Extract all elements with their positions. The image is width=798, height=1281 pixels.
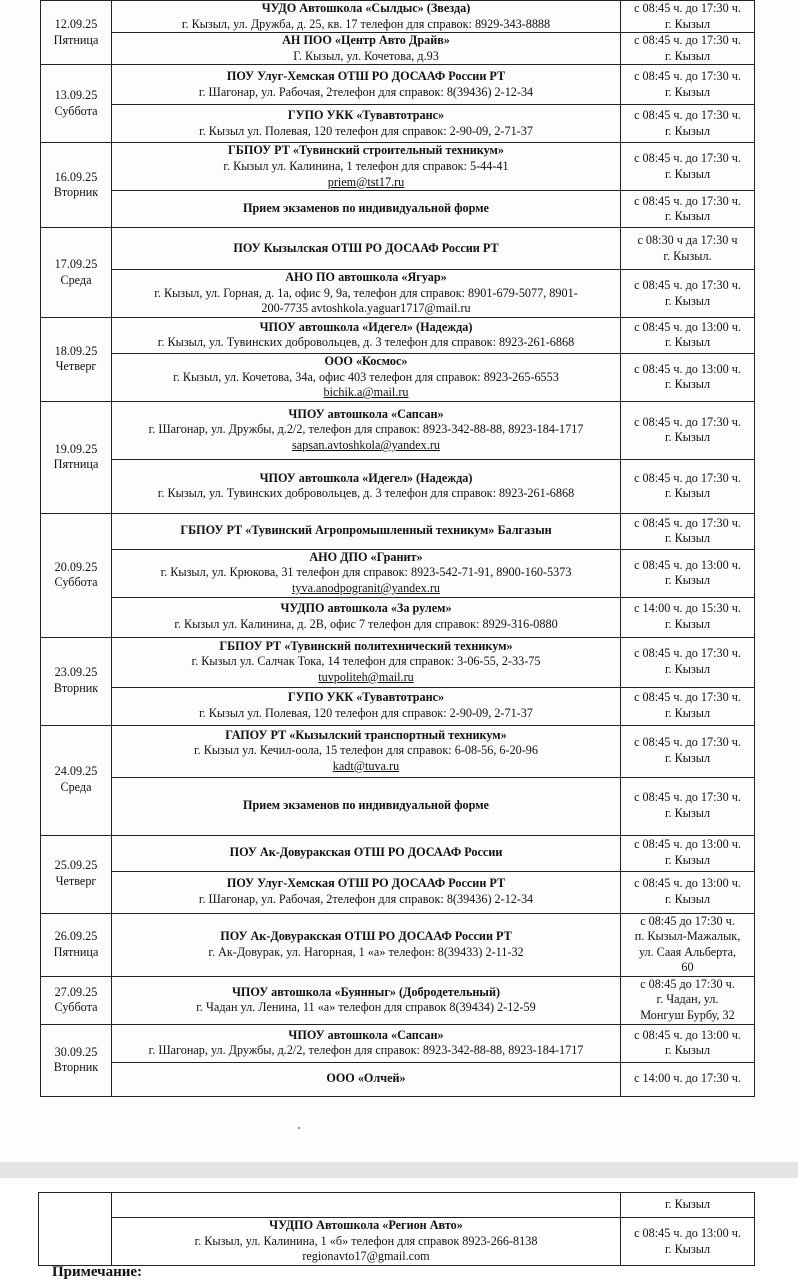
time-cell (621, 913, 755, 976)
weekday-text: Суббота (54, 1000, 98, 1015)
org-address: г. Шагонар, ул. Рабочая, 2телефон для справок: 8(39436) 2-12-34 (198, 84, 534, 99)
time-location: г. Кызыл (664, 806, 711, 820)
time-location: г. Кызыл (664, 892, 711, 906)
date-text: 23.09.25 (54, 665, 98, 680)
time-location: г. Кызыл. (663, 248, 712, 263)
date-text: 17.09.25 (54, 256, 98, 271)
org-cell (112, 1193, 621, 1218)
time-location: г. Кызыл (664, 123, 711, 138)
time-hours: с 08:45 ч. до 17:30 ч. (634, 735, 741, 750)
time-location: ул. Саая Альберта, (638, 944, 737, 959)
time-cell (621, 1218, 755, 1266)
time-location: г. Кызыл (664, 293, 711, 308)
time-location: г. Кызыл (664, 751, 711, 765)
table-row (41, 317, 755, 353)
time-location: г. Кызыл (664, 430, 711, 445)
org-address: г. Кызыл, ул. Дружба, д. 25, кв. 17 телефон для справок: 8929-343-8888 (181, 16, 551, 31)
weekday-text: Четверг (55, 359, 97, 374)
org-name: ЧПОУ автошкола «Идегел» (Надежда) (259, 319, 473, 334)
org-address: г. Кызыл, ул. Тувинских добровольцев, д. 3 телефон для справок: 8923-261-6868 (157, 335, 575, 350)
date-cell (41, 976, 112, 1024)
org-cell (112, 105, 621, 143)
time-location: г. Кызыл (664, 617, 711, 631)
time-cell (621, 191, 755, 228)
org-cell (112, 65, 621, 105)
time-cell (621, 687, 755, 725)
time-hours: с 08:45 ч. до 17:30 ч. (634, 277, 741, 292)
org-cell (112, 835, 621, 871)
time-hours: с 08:45 ч. до 17:30 ч. (634, 790, 741, 805)
org-email: kadt@tuva.ru (332, 758, 400, 773)
table-row (41, 459, 755, 513)
time-location: 60 (681, 960, 694, 975)
time-location: г. Чадан, ул. (656, 992, 719, 1007)
table-row (41, 976, 755, 1024)
time-location: г. Кызыл (664, 706, 711, 720)
org-address: г. Чадан ул. Ленина, 11 «а» телефон для справок 8(39434) 2-12-59 (196, 1000, 536, 1015)
date-cell (41, 65, 112, 143)
time-location: г. Кызыл (664, 166, 711, 181)
table-row (41, 871, 755, 913)
table-row (41, 687, 755, 725)
time-location: г. Кызыл (664, 335, 711, 350)
org-name: АН ПОО «Центр Авто Драйв» (282, 33, 450, 48)
org-cell (112, 228, 621, 270)
date-text: 19.09.25 (54, 441, 98, 456)
time-hours: с 08:45 ч. до 17:30 ч. (634, 193, 741, 208)
org-name: АНО ДПО «Гранит» (309, 549, 423, 564)
weekday-text: Вторник (53, 185, 99, 200)
time-location: г. Кызыл (664, 531, 711, 546)
org-cell (112, 725, 621, 777)
date-cell (41, 513, 112, 637)
time-cell (621, 871, 755, 913)
weekday-text: Среда (60, 272, 92, 287)
org-email: sapsan.avtoshkola@yandex.ru (292, 438, 440, 453)
time-location: г. Кызыл (664, 1241, 711, 1256)
org-cell (112, 597, 621, 637)
org-address: г. Кызыл, ул. Тувинских добровольцев, д. 3 телефон для справок: 8923-261-6868 (157, 486, 575, 501)
org-address: г. Кызыл, ул. Крюкова, 31 телефон для справок: 8923-542-71-91, 8900-160-5373 (160, 565, 572, 580)
org-cell (112, 1, 621, 33)
time-hours: с 08:45 ч. до 13:00 ч. (634, 876, 741, 891)
org-address: г. Кызыл, ул. Калинина, 1 «б» телефон для справок 8923-266-8138 (194, 1233, 538, 1248)
org-email: regionavto17@gmail.com (302, 1249, 430, 1264)
org-address: Г. Кызыл, ул. Кочетова, д.93 (293, 48, 439, 63)
page-separator (0, 1162, 798, 1178)
table-row (41, 637, 755, 687)
time-hours: с 08:45 до 17:30 ч. (640, 913, 735, 928)
time-location: г. Кызыл (664, 209, 711, 224)
table-row (41, 1024, 755, 1062)
weekday-text: Суббота (54, 575, 98, 590)
date-cell (41, 637, 112, 725)
org-name: ГБПОУ РТ «Тувинский Агропромышленный техникум» Балгазын (180, 523, 552, 538)
weekday-text: Вторник (53, 1060, 99, 1075)
org-cell (112, 317, 621, 353)
date-text: 30.09.25 (54, 1044, 98, 1059)
time-cell (621, 65, 755, 105)
org-cell (112, 353, 621, 401)
time-cell (621, 105, 755, 143)
org-cell (112, 33, 621, 65)
org-cell (112, 549, 621, 597)
date-cell (39, 1193, 112, 1266)
org-address: г. Шагонар, ул. Рабочая, 2телефон для справок: 8(39436) 2-12-34 (198, 892, 534, 906)
table-row (41, 513, 755, 549)
time-hours: с 08:45 ч. до 17:30 ч. (634, 151, 741, 166)
org-name: ГБПОУ РТ «Тувинский политехнический техникум» (219, 638, 513, 653)
time-location: г. Кызыл (664, 1043, 711, 1058)
time-hours: с 08:45 ч. до 13:00 ч. (634, 557, 741, 572)
org-name: ГАПОУ РТ «Кызылский транспортный техникум» (225, 727, 507, 742)
org-cell (112, 1024, 621, 1062)
org-name: ГБПОУ РТ «Тувинский строительный техникум» (228, 143, 504, 158)
org-name: ООО «Космос» (324, 353, 408, 368)
date-text: 24.09.25 (54, 764, 98, 779)
time-hours: с 08:45 ч. до 17:30 ч. (634, 470, 741, 485)
time-cell (621, 143, 755, 191)
time-hours: с 08:45 ч. до 17:30 ч. (634, 108, 741, 123)
time-cell (621, 549, 755, 597)
time-cell (621, 33, 755, 65)
time-hours: с 08:45 ч. до 17:30 ч. (634, 414, 741, 429)
org-cell (112, 513, 621, 549)
org-cell (112, 1218, 621, 1266)
time-cell (621, 725, 755, 777)
org-address: г. Кызыл ул. Полевая, 120 телефон для справок: 2-90-09, 2-71-37 (199, 706, 533, 720)
org-name: ЧПОУ автошкола «Буянныг» (Добродетельный) (231, 984, 501, 999)
org-name: Прием экзаменов по индивидуальной форме (243, 798, 489, 813)
time-location: г. Кызыл (664, 573, 711, 588)
table-row (41, 270, 755, 318)
org-address: г. Кызыл ул. Калинина, д. 2В, офис 7 телефон для справок: 8929-316-0880 (174, 617, 558, 631)
date-cell (41, 835, 112, 913)
table-row (41, 777, 755, 835)
org-email: tyva.anodpogranit@yandex.ru (292, 580, 440, 595)
table-row (41, 65, 755, 105)
table-row (41, 228, 755, 270)
table-row (39, 1193, 755, 1218)
org-cell (112, 637, 621, 687)
table-row (41, 597, 755, 637)
org-email: bichik.a@mail.ru (323, 385, 409, 400)
org-cell (112, 777, 621, 835)
time-hours: с 08:45 ч. до 13:00 ч. (634, 319, 741, 334)
org-name: ЧПОУ автошкола «Сапсан» (288, 1027, 444, 1042)
time-cell (621, 317, 755, 353)
org-address: 200-7735 avtoshkola.yaguar1717@mail.ru (261, 301, 471, 316)
time-hours: с 08:45 ч. до 17:30 ч. (634, 690, 741, 705)
org-address: г. Шагонар, ул. Дружбы, д.2/2, телефон для справок: 8923-342-88-88, 8923-184-1717 (148, 1043, 584, 1058)
time-cell (621, 459, 755, 513)
time-cell (621, 270, 755, 318)
org-cell (112, 401, 621, 459)
time-cell (621, 1062, 755, 1096)
time-hours: с 08:45 ч. до 17:30 ч. (634, 1, 741, 15)
org-address: г. Шагонар, ул. Дружбы, д.2/2, телефон для справок: 8923-342-88-88, 8923-184-1717 (148, 422, 584, 437)
time-hours: с 08:45 до 17:30 ч. (640, 976, 735, 991)
time-hours: с 08:45 ч. до 13:00 ч. (634, 361, 741, 376)
org-name: ЧПОУ автошкола «Идегел» (Надежда) (259, 470, 473, 485)
org-name: ЧПОУ автошкола «Сапсан» (288, 406, 444, 421)
date-cell (41, 143, 112, 228)
time-hours: с 08:45 ч. до 17:30 ч. (634, 646, 741, 661)
org-name: АНО ПО автошкола «Ягуар» (285, 270, 447, 285)
table-row (41, 1, 755, 33)
time-location: г. Кызыл (664, 377, 711, 392)
exam-schedule-table (40, 0, 755, 1097)
time-hours: с 08:45 ч. до 13:00 ч. (634, 1027, 741, 1042)
time-cell (621, 976, 755, 1024)
table-row (41, 353, 755, 401)
time-cell (621, 513, 755, 549)
time-hours: с 08:45 ч. до 17:30 ч. (634, 69, 741, 84)
date-text: 13.09.25 (54, 88, 98, 103)
weekday-text: Пятница (53, 457, 99, 472)
time-location: г. Кызыл (664, 853, 711, 867)
org-email: priem@tst17.ru (327, 174, 405, 189)
date-text: 25.09.25 (54, 858, 98, 873)
time-cell (621, 597, 755, 637)
time-cell (621, 1, 755, 33)
org-name: ПОУ Улуг-Хемская ОТШ РО ДОСААФ России РТ (226, 69, 506, 84)
date-cell (41, 317, 112, 401)
org-address: г. Кызыл ул. Салчак Тока, 14 телефон для справок: 3-06-55, 2-33-75 (191, 654, 541, 669)
table-row (39, 1218, 755, 1266)
org-name: ПОУ Ак-Довуракская ОТШ РО ДОСААФ России (229, 845, 503, 860)
weekday-text: Среда (60, 780, 92, 794)
time-location: Монгуш Бурбу, 32 (640, 1008, 735, 1023)
schedule-page-2 (0, 1178, 798, 1280)
time-cell (621, 1024, 755, 1062)
date-cell (41, 1024, 112, 1096)
time-cell (621, 835, 755, 871)
org-address: г. Кызыл ул. Кечил-оола, 15 телефон для справок: 6-08-56, 6-20-96 (194, 743, 538, 758)
table-row (41, 725, 755, 777)
time-hours: с 14:00 ч. до 17:30 ч. (634, 1071, 741, 1086)
org-name: ПОУ Ак-Довуракская ОТШ РО ДОСААФ России РТ (220, 929, 512, 944)
org-cell (112, 143, 621, 191)
time-hours: с 08:30 ч да 17:30 ч (637, 233, 738, 248)
date-cell (41, 401, 112, 513)
table-row (41, 105, 755, 143)
time-hours: с 08:45 ч. до 13:00 ч. (634, 837, 741, 852)
org-address: г. Кызыл ул. Калинина, 1 телефон для справок: 5-44-41 (223, 158, 509, 173)
scan-speck (298, 1127, 300, 1129)
org-name: ГУПО УКК «Тувавтотранс» (287, 690, 445, 705)
note-label: Примечание: (52, 1264, 143, 1280)
table-row (41, 549, 755, 597)
time-location: г. Кызыл (664, 48, 711, 63)
time-cell (621, 1193, 755, 1218)
time-location: г. Кызыл (664, 662, 711, 676)
time-hours: с 08:45 ч. до 17:30 ч. (634, 515, 741, 530)
org-cell (112, 191, 621, 228)
weekday-text: Суббота (54, 103, 98, 118)
org-address: г. Кызыл ул. Полевая, 120 телефон для справок: 2-90-09, 2-71-37 (199, 123, 533, 138)
date-text: 20.09.25 (54, 559, 98, 574)
table-row (41, 913, 755, 976)
table-row (41, 143, 755, 191)
exam-schedule-table-continued (38, 1192, 755, 1266)
time-cell (621, 637, 755, 687)
weekday-text: Вторник (53, 681, 99, 695)
org-name: ПОУ Кызылская ОТШ РО ДОСААФ России РТ (233, 240, 499, 255)
date-text: 18.09.25 (54, 343, 98, 358)
time-cell (621, 401, 755, 459)
table-row (41, 835, 755, 871)
weekday-text: Четверг (55, 874, 97, 888)
table-row (41, 1062, 755, 1096)
time-location: г. Кызыл (664, 486, 711, 501)
date-text: 26.09.25 (54, 929, 98, 944)
org-cell (112, 1062, 621, 1096)
time-hours: с 14:00 ч. до 15:30 ч. (634, 601, 741, 616)
date-cell (41, 228, 112, 318)
org-cell (112, 913, 621, 976)
date-cell (41, 913, 112, 976)
time-cell (621, 777, 755, 835)
weekday-text: Пятница (53, 944, 99, 959)
org-email: tuvpoliteh@mail.ru (318, 669, 414, 684)
org-address: г. Кызыл, ул. Горная, д. 1а, офис 9, 9а, телефон для справок: 8901-679-5077, 8901- (154, 285, 578, 300)
org-cell (112, 976, 621, 1024)
date-cell (41, 725, 112, 835)
org-name: ЧУДО Автошкола «Сылдыс» (Звезда) (261, 1, 471, 15)
time-location: г. Кызыл (664, 1197, 711, 1212)
time-cell (621, 228, 755, 270)
weekday-text: Пятница (53, 32, 99, 47)
org-name: ГУПО УКК «Тувавтотранс» (287, 108, 445, 123)
time-location: г. Кызыл (664, 16, 711, 31)
org-name: Прием экзаменов по индивидуальной форме (243, 201, 489, 216)
org-cell (112, 270, 621, 318)
org-address: г. Ак-Довурак, ул. Нагорная, 1 «а» телефон: 8(39433) 2-11-32 (208, 944, 524, 959)
org-cell (112, 871, 621, 913)
date-text: 27.09.25 (54, 984, 98, 999)
org-address: г. Кызыл, ул. Кочетова, 34а, офис 403 телефон для справок: 8923-265-6553 (173, 369, 559, 384)
time-hours: с 08:45 ч. до 13:00 ч. (634, 1225, 741, 1240)
date-text: 16.09.25 (54, 169, 98, 184)
org-name: ПОУ Улуг-Хемская ОТШ РО ДОСААФ России РТ (226, 876, 506, 891)
org-name: ЧУДПО автошкола «За рулем» (280, 601, 452, 616)
time-location: г. Кызыл (664, 84, 711, 99)
org-cell (112, 459, 621, 513)
table-row (41, 191, 755, 228)
org-name: ЧУДПО Автошкола «Регион Авто» (269, 1218, 463, 1233)
org-name: ООО «Олчей» (326, 1071, 406, 1086)
time-hours: с 08:45 ч. до 17:30 ч. (634, 33, 741, 48)
date-text: 12.09.25 (54, 17, 98, 32)
time-cell (621, 353, 755, 401)
table-row (41, 33, 755, 65)
date-cell (41, 1, 112, 65)
org-cell (112, 687, 621, 725)
time-location: п. Кызыл-Мажалык, (634, 929, 741, 944)
table-row (41, 401, 755, 459)
